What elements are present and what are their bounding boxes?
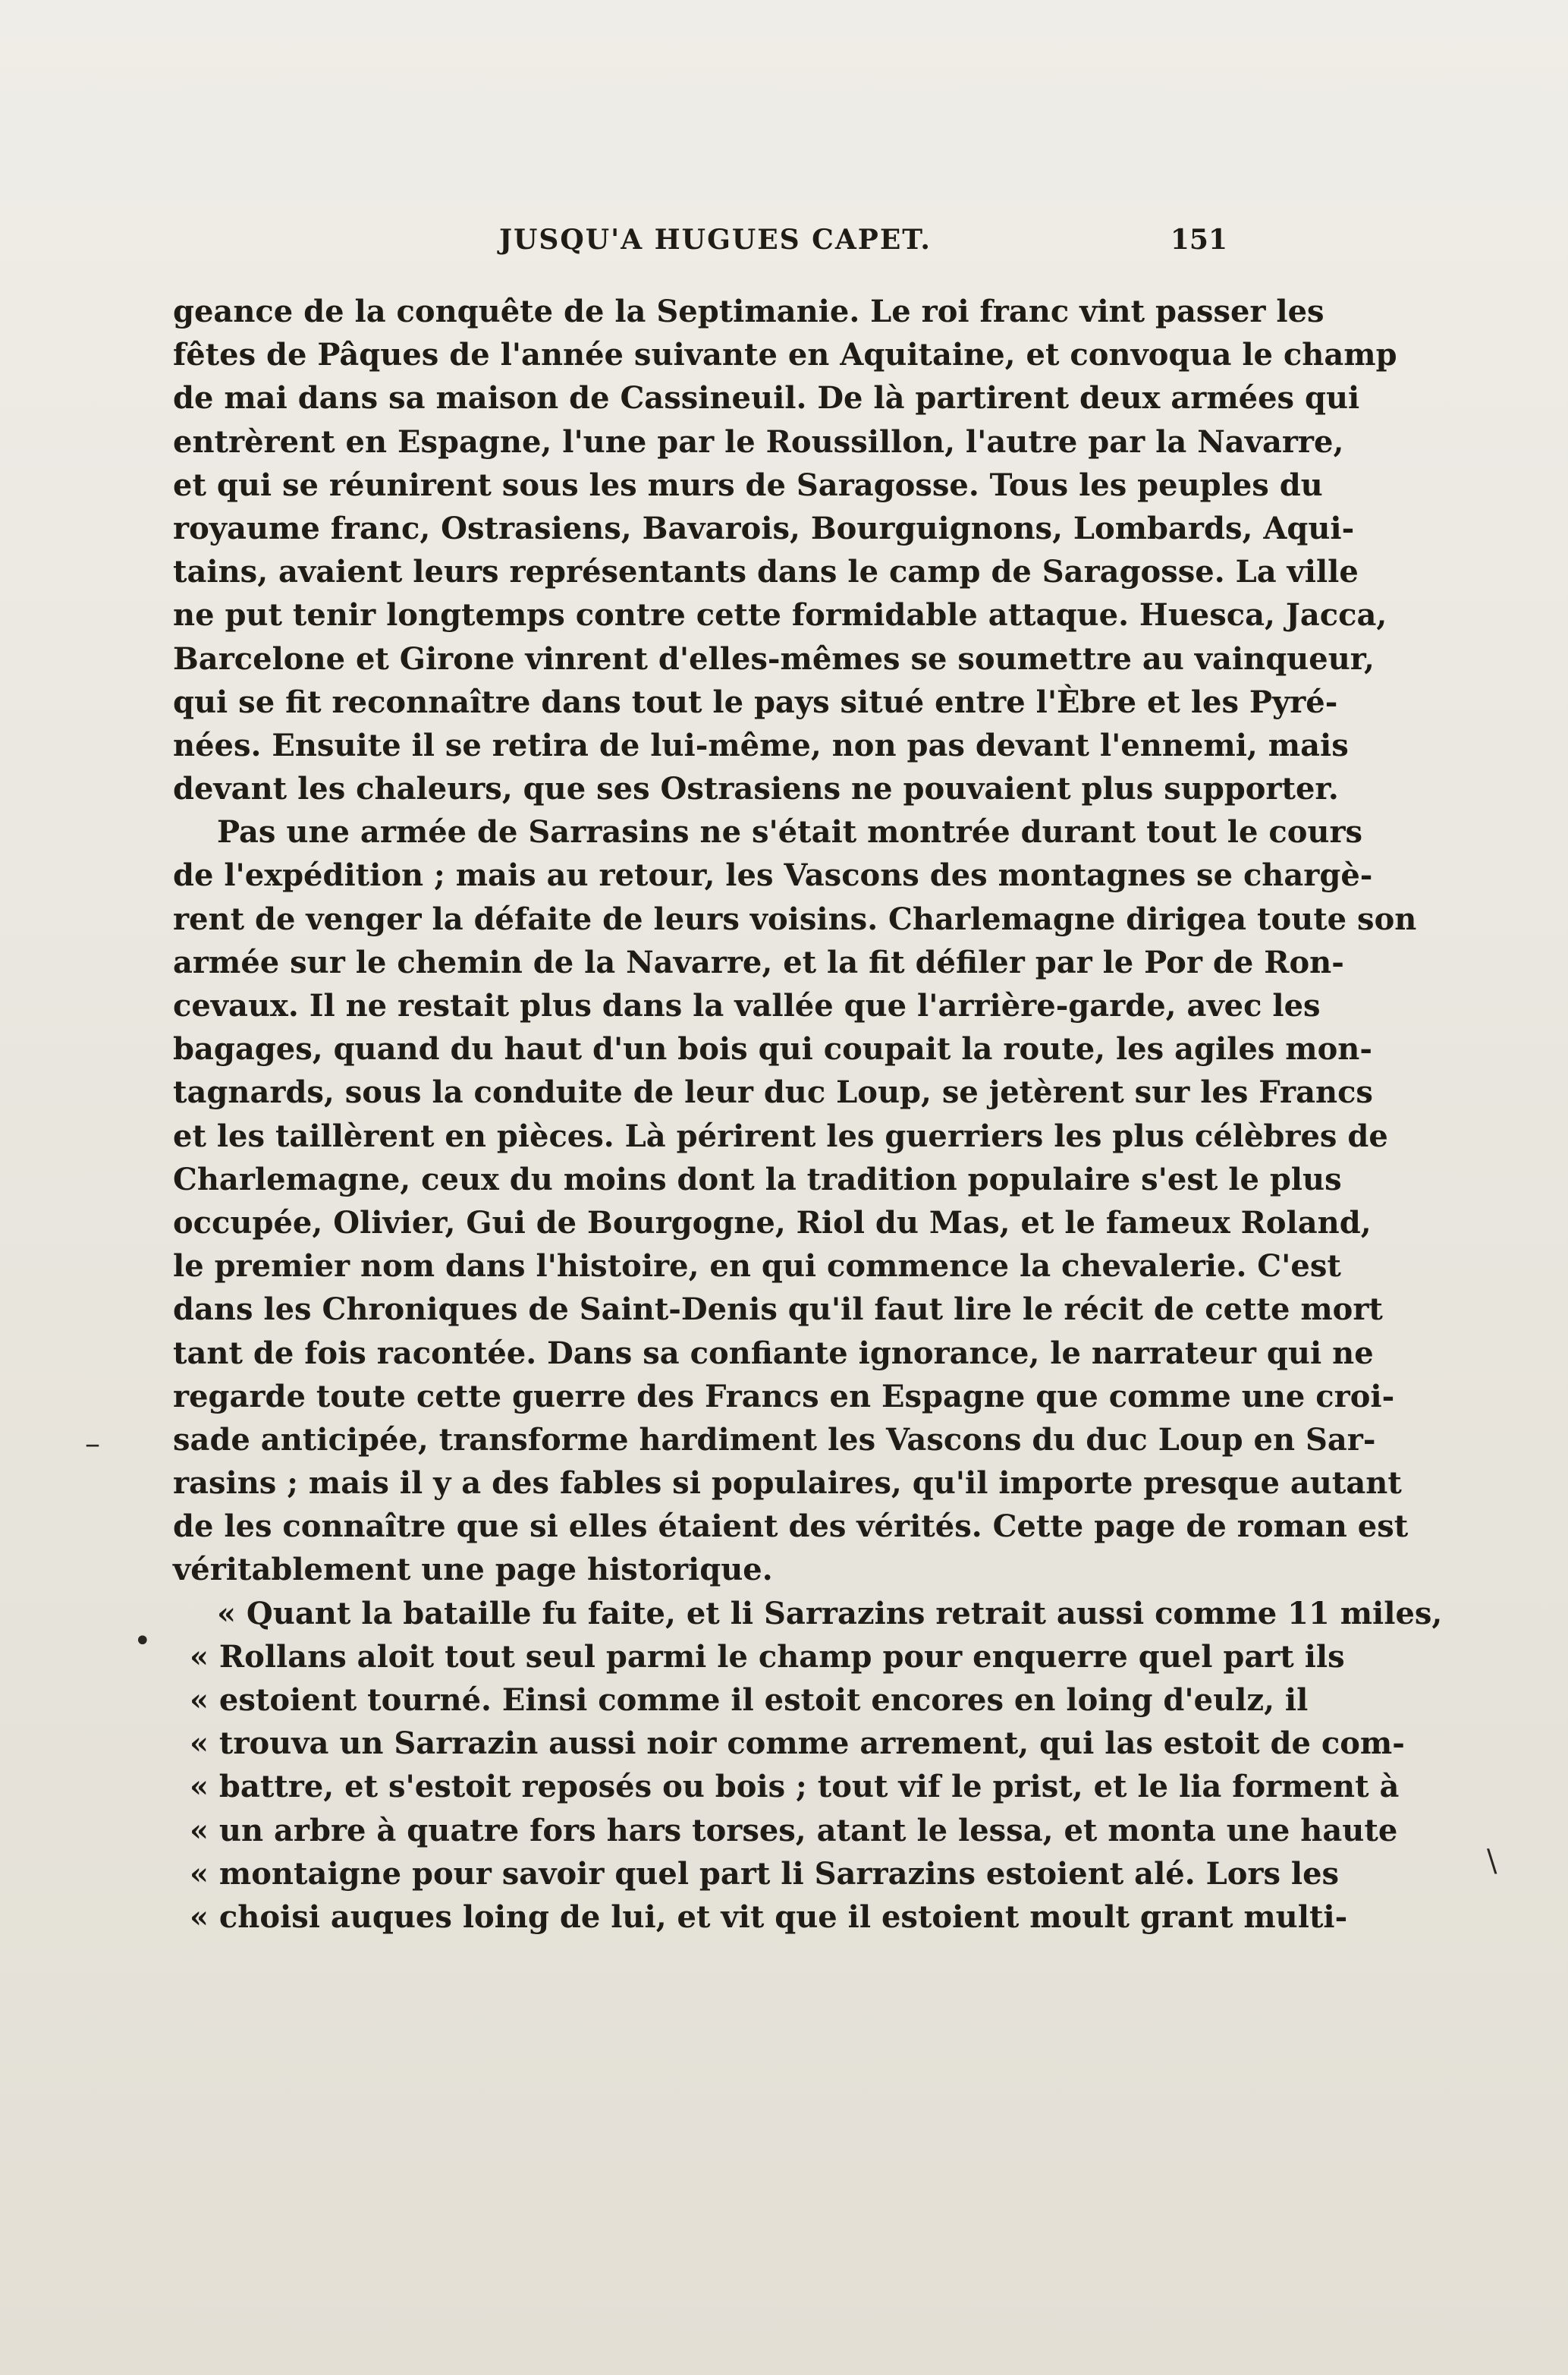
text-line: sade anticipée, transforme hardiment les Vascons du duc Loup en Sar- xyxy=(173,1421,1376,1458)
quote-line: « un arbre à quatre fors hars torses, atant le lessa, et monta une haute xyxy=(190,1812,1398,1848)
text-line: entrèrent en Espagne, l'une par le Roussillon, l'autre par la Navarre, xyxy=(173,423,1344,460)
text-line: nées. Ensuite il se retira de lui-même, non pas devant l'ennemi, mais xyxy=(173,727,1349,763)
text-line: regarde toute cette guerre des Francs en Espagne que comme une croi- xyxy=(173,1378,1395,1414)
text-line: ne put tenir longtemps contre cette formidable attaque. Huesca, Jacca, xyxy=(173,597,1387,634)
quote-line: « montaigne pour savoir quel part li Sarrazins estoient alé. Lors les xyxy=(190,1855,1340,1892)
paragraph-1 xyxy=(173,290,1397,810)
margin-dot-mark: • xyxy=(134,1624,152,1659)
quote-line: « battre, et s'estoit reposés ou bois ; tout vif le prist, et le lia forment à xyxy=(190,1769,1400,1805)
text-line: devant les chaleurs, que ses Ostrasiens ne pouvaient plus supporter. xyxy=(173,771,1339,807)
text-line: et les taillèrent en pièces. Là périrent les guerriers les plus célèbres de xyxy=(173,1118,1388,1154)
text-line: armée sur le chemin de la Navarre, et la fit défiler par le Por de Ron- xyxy=(173,944,1344,980)
text-line: dans les Chroniques de Saint-Denis qu'il faut lire le récit de cette mort xyxy=(173,1291,1383,1328)
body-text xyxy=(173,290,1443,1939)
text-line: occupée, Olivier, Gui de Bourgogne, Riol du Mas, et le fameux Roland, xyxy=(173,1204,1372,1241)
page-number: 151 xyxy=(1170,224,1227,256)
text-line: geance de la conquête de la Septimanie. Le roi franc vint passer les xyxy=(173,294,1324,329)
quote-line: « Rollans aloit tout seul parmi le champ pour enquerre quel part ils xyxy=(190,1638,1345,1675)
text-line: véritablement une page historique. xyxy=(173,1552,773,1588)
text-line: de mai dans sa maison de Cassineuil. De là partirent deux armées qui xyxy=(173,380,1360,417)
margin-dash-mark: – xyxy=(85,1427,100,1461)
text-line: et qui se réunirent sous les murs de Saragosse. Tous les peuples du xyxy=(173,467,1323,503)
text-line: rent de venger la défaite de leurs voisins. Charlemagne dirigea toute son xyxy=(173,901,1417,937)
text-line: qui se fit reconnaître dans tout le pays situé entre l'Èbre et les Pyré- xyxy=(173,684,1338,720)
paragraph-2 xyxy=(173,810,1417,1591)
quotation-paragraph xyxy=(173,1592,1443,1939)
quote-line: « Quant la bataille fu faite, et li Sarrazins retrait aussi comme 11 miles, xyxy=(217,1595,1443,1631)
text-line: fêtes de Pâques de l'année suivante en Aquitaine, et convoqua le champ xyxy=(173,337,1397,373)
text-line: Barcelone et Girone vinrent d'elles-mêmes se soumettre au vainqueur, xyxy=(173,640,1375,677)
text-line: Pas une armée de Sarrasins ne s'était montrée durant tout le cours xyxy=(217,814,1363,851)
quote-line: « estoient tourné. Einsi comme il estoit encores en loing d'eulz, il xyxy=(190,1682,1309,1718)
margin-tick-mark: \ xyxy=(1487,1844,1497,1879)
text-line: tant de fois racontée. Dans sa confiante ignorance, le narrateur qui ne xyxy=(173,1335,1374,1371)
text-line: le premier nom dans l'histoire, en qui commence la chevalerie. C'est xyxy=(173,1248,1341,1285)
running-head xyxy=(173,224,1227,262)
quote-line: « trouva un Sarrazin aussi noir comme arrement, qui las estoit de com- xyxy=(190,1725,1405,1762)
text-line: cevaux. Il ne restait plus dans la vallée que l'arrière-garde, avec les xyxy=(173,988,1321,1024)
text-line: Charlemagne, ceux du moins dont la tradition populaire s'est le plus xyxy=(173,1161,1342,1197)
text-line: tagnards, sous la conduite de leur duc Loup, se jetèrent sur les Francs xyxy=(173,1074,1373,1111)
text-line: royaume franc, Ostrasiens, Bavarois, Bourguignons, Lombards, Aqui- xyxy=(173,510,1355,546)
text-line: de l'expédition ; mais au retour, les Vascons des montagnes se chargè- xyxy=(173,857,1373,894)
running-title: JUSQU'A HUGUES CAPET. xyxy=(499,224,932,256)
text-line: tains, avaient leurs représentants dans le camp de Saragosse. La ville xyxy=(173,554,1359,590)
text-line: de les connaître que si elles étaient des vérités. Cette page de roman est xyxy=(173,1508,1409,1545)
text-line: bagages, quand du haut d'un bois qui coupait la route, les agiles mon- xyxy=(173,1031,1372,1068)
text-line: rasins ; mais il y a des fables si populaires, qu'il importe presque autant xyxy=(173,1465,1402,1502)
quote-line: « choisi auques loing de lui, et vit que il estoient moult grant multi- xyxy=(190,1898,1348,1935)
